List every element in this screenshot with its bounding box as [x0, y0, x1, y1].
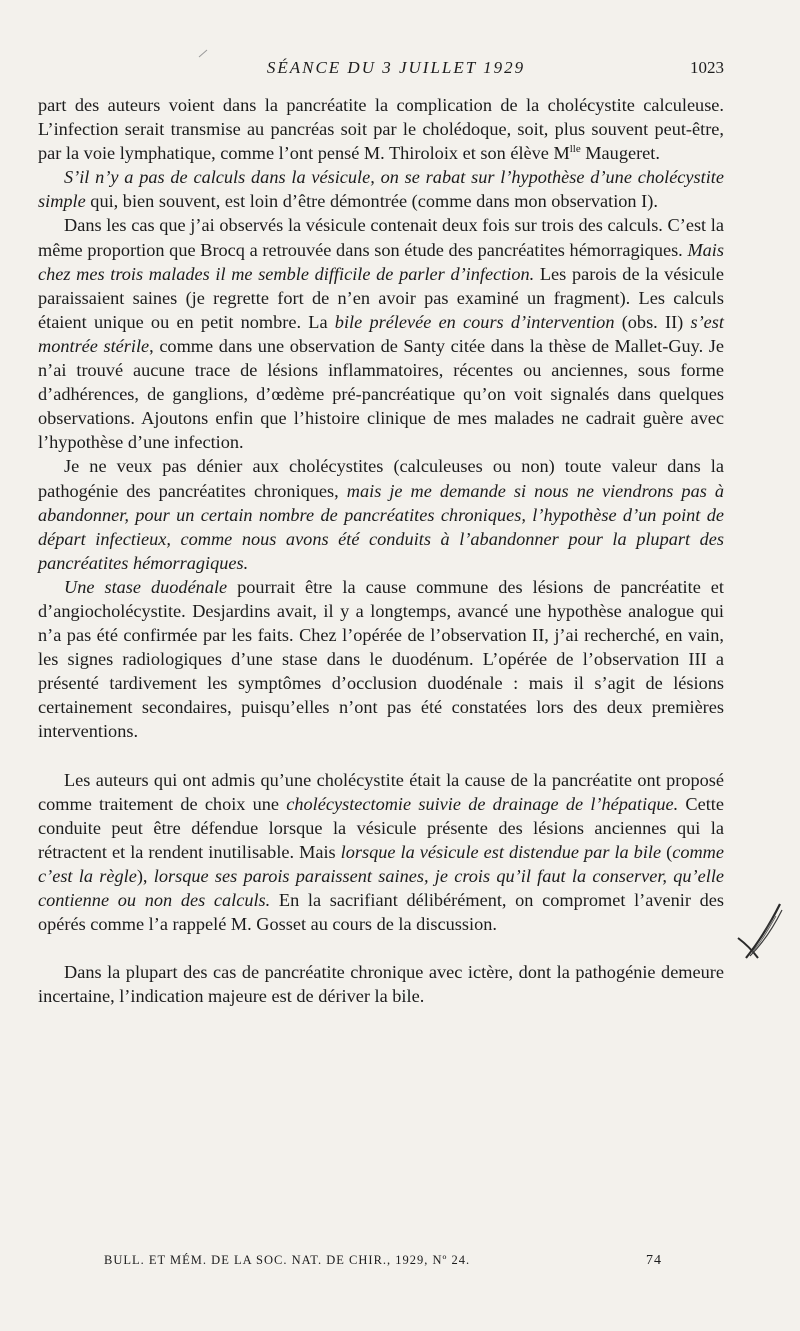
- superscript: lle: [569, 143, 581, 156]
- paragraph: [38, 93, 724, 165]
- italic-text: lorsque la vésicule est distendue par la bile: [340, 841, 662, 862]
- italic-text: S’il n’y a pas de calculs dans la vésicule, on se rabat sur l’hypothèse d’une cholécystite simple: [38, 167, 724, 212]
- text-run: part des auteurs voient dans la pancréatite la complication de la cholécystite calculeuse. L’infection serait transmise au pancréas soit par le cholédoque, soit, plus souvent peut-être, par la voie lymphatique, comme l’ont pensé M. Thiroloix et son élève M: [38, 95, 724, 164]
- text-run: Dans les cas que j’ai observés la vésicule contenait deux fois sur trois des calculs. C’est la même proportion que Brocq a retrouvée dans son étude des pancréatites hémorragiques.: [38, 215, 724, 260]
- page-number: 1023: [690, 58, 724, 77]
- text-run: Je ne veux pas dénier aux cholécystites (calculeuses ou non) toute valeur dans la pathogénie des pancréatites chroniques,: [38, 456, 724, 501]
- italic-text: lorsque ses parois paraissent saines, je crois qu’il faut la conserver, qu’elle contienne ou non des calculs.: [38, 865, 725, 910]
- italic-text: Mais chez mes trois malades il me semble difficile de parler d’infection.: [38, 239, 724, 284]
- handwritten-x-mark-icon: [732, 900, 788, 962]
- paragraph: [38, 960, 724, 1008]
- italic-text: mais je me demande si nous ne viendrons pas à abandonner, pour un certain nombre de pancréatites chroniques, l’hypothèse d’un point de départ infectieux, comme nous avons été conduits à l’abandonner pour la plupart des pancréatites hémorragiques.: [38, 480, 724, 573]
- italic-text: Une stase duodénale: [64, 576, 228, 597]
- text-run: (obs. II): [614, 311, 691, 332]
- journal-reference: BULL. ET MÉM. DE LA SOC. NAT. DE CHIR., 1929, Nº 24.: [104, 1253, 471, 1267]
- running-title: SÉANCE DU 3 JUILLET 1929: [266, 58, 526, 77]
- text-run: Cette conduite peut être défendue lorsque la vésicule présente des lésions anciennes qui la rétractent et la rendent inutilisable. Mais: [38, 793, 724, 862]
- text-run: pourrait être la cause commune des lésions de pancréatite et d’angiocholécystite. Desjardins avait, il y a longtemps, avancé une hypothèse analogue qui n’a pas été confirmée par les faits. Chez l’opérée de l’observation II, j’ai recherché, en vain, les signes radiologiques d’une stase dans le duodénum. L’opérée de l’observation III a présenté tardivement les symptômes d’occlusion duodénale : mais il s’agit de lésions certainement secondaires, puisqu’elles n’ont pas été constatées lors des deux premières interventions.: [38, 576, 724, 742]
- paragraph: [38, 165, 724, 213]
- text-run: Les parois de la vésicule paraissaient saines (je regrette fort de n’en avoir pas examiné un fragment). Les calculs étaient unique ou en petit nombre. La: [38, 263, 724, 332]
- text-run: , comme dans une observation de Santy citée dans la thèse de Mallet-Guy. Je n’ai trouvé aucune trace de lésions inflammatoires, récentes ou anciennes, sous forme d’adhérences, de ganglions, d’œdème pré-pancréatique qu’on voit signalés dans quelques observations. Ajoutons enfin que l’histoire clinique de mes malades ne cadrait guère avec l’hypothèse d’une infection.: [38, 335, 724, 453]
- paragraph: [38, 768, 724, 937]
- italic-text: bile prélevée en cours d’intervention: [334, 311, 615, 332]
- paragraph: [38, 454, 724, 574]
- paragraph: [38, 213, 724, 454]
- page-header: [38, 58, 724, 84]
- text-run: (: [661, 841, 673, 862]
- italic-text: comme c’est la règle: [38, 841, 724, 886]
- text-run: Les auteurs qui ont admis qu’une cholécystite était la cause de la pancréatite ont proposé comme traitement de choix une: [38, 769, 724, 814]
- sheet-number: 74: [646, 1253, 662, 1268]
- text-run: Dans la plupart des cas de pancréatite chronique avec ictère, dont la pathogénie demeure incertaine, l’indication majeure est de dériver la bile.: [38, 962, 724, 1007]
- body-text: [38, 93, 724, 1008]
- text-run: En la sacrifiant délibérément, on compromet l’avenir des opérés comme l’a rappelé M. Gosset au cours de la discussion.: [38, 890, 724, 935]
- text-run: qui, bien souvent, est loin d’être démontrée (comme dans mon observation I).: [85, 191, 658, 212]
- italic-text: s’est montrée stérile: [38, 311, 724, 356]
- italic-text: cholécystectomie suivie de drainage de l’hépatique.: [286, 793, 679, 814]
- text-run: Maugeret.: [580, 143, 660, 164]
- paragraph: [38, 575, 724, 744]
- text-run: ),: [136, 865, 154, 886]
